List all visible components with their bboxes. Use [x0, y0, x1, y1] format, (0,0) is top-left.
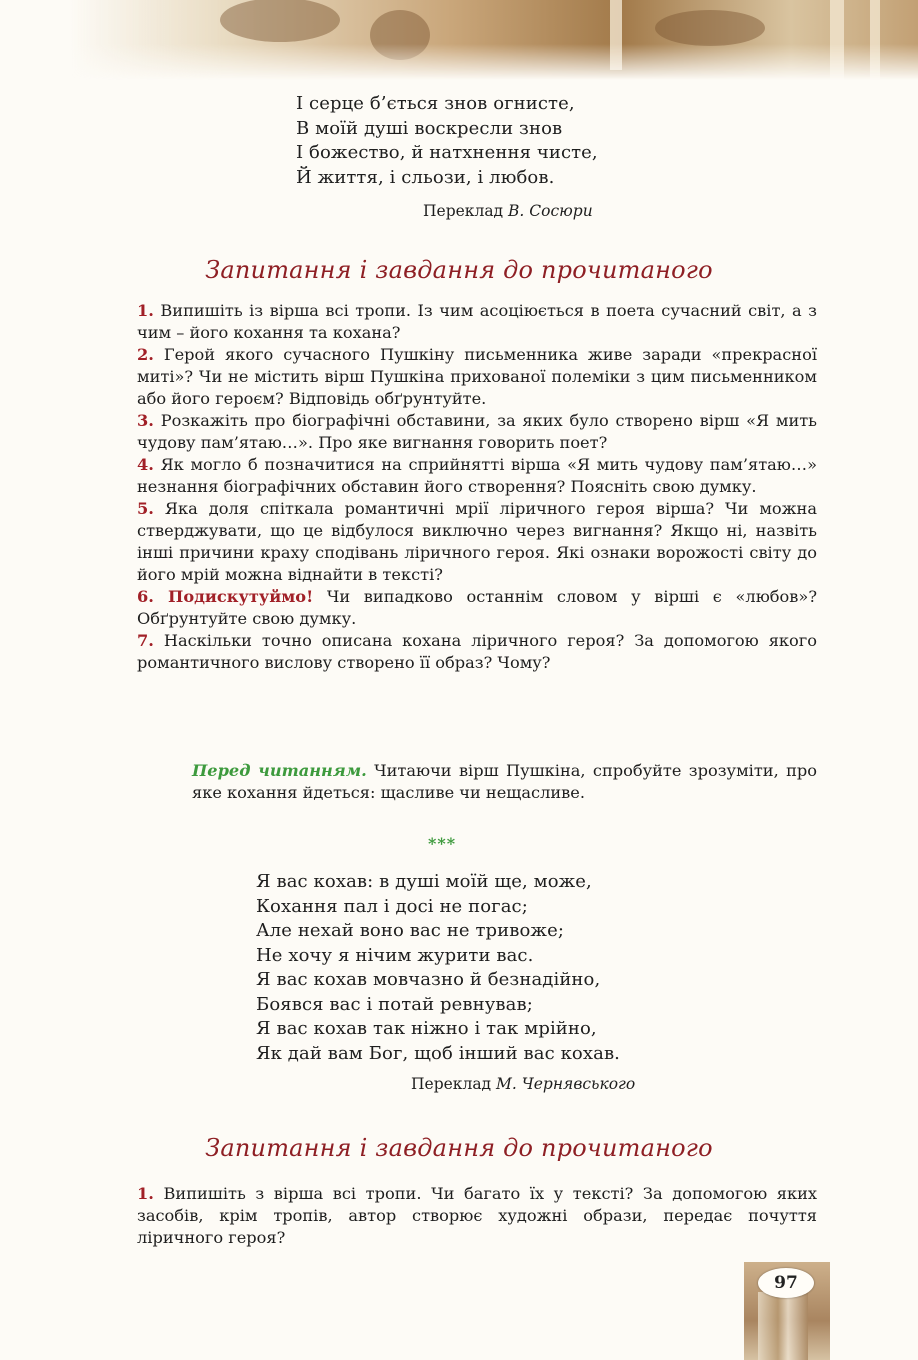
- page-number-tab: [744, 1262, 830, 1360]
- question-text: Як могло б позначитися на сприйнятті вірша «Я мить чудову пам’ятаю…» незнання біографічних обставин його створення? Поясніть свою думку.: [137, 455, 817, 496]
- before-reading-note: [192, 760, 817, 804]
- page-number: 97: [758, 1268, 814, 1298]
- question-number: 7.: [137, 631, 154, 650]
- question-text: Яка доля спіткала романтичні мрії ліричного героя вірша? Чи можна стверджувати, що це відбулося виключно через вигнання? Якщо ні, назвіть інші причини краху сподівань ліричного героя. Які ознаки ворожості світу до його мрій можна віднайти в тексті?: [137, 499, 817, 584]
- question-text: Розкажіть про біографічні обставини, за яких було створено вірш «Я мить чудову пам’ятаю…». Про яке вигнання говорить поет?: [137, 411, 817, 452]
- poem-line: Й життя, і сльози, і любов.: [296, 166, 555, 188]
- question-number: 1.: [137, 301, 154, 320]
- translator-name: В. Сосюри: [508, 202, 593, 220]
- translator-name: М. Чернявського: [496, 1075, 636, 1093]
- question-text: Герой якого сучасного Пушкіну письменника живе заради «прекрасної миті»? Чи не містить вірш Пушкіна прихованої полеміки з цим письменником або його героєм? Відповідь обґрунтуйте.: [137, 345, 817, 408]
- poem-line: Я вас кохав мовчазно й безнадійно,: [256, 969, 601, 990]
- questions-list-2: [137, 1183, 817, 1249]
- poem-line: І серце б’ється знов огнисте,: [296, 93, 575, 114]
- poem-line: Боявся вас і потай ревнував;: [256, 993, 533, 1015]
- poem-1: [296, 92, 598, 190]
- question-text: Випишіть із вірша всі тропи. Із чим асоціюється в поета сучасний світ, а з чим – його кохання та кохана?: [137, 301, 818, 342]
- poem-line: Не хочу я нічим журити вас.: [256, 944, 534, 966]
- poem-2: [256, 870, 620, 1066]
- before-reading-lead: Перед читанням.: [192, 761, 367, 780]
- question-number: 6. Подискутуймо!: [137, 587, 314, 606]
- question-item: [137, 300, 817, 344]
- header-decorative-image: [70, 0, 918, 80]
- section-heading: Запитання і завдання до прочитаного: [205, 256, 713, 284]
- translation-label: Переклад: [423, 202, 504, 220]
- question-text: Наскільки точно описана кохана ліричного героя? За допомогою якого романтичного вислову створено її образ? Чому?: [137, 631, 817, 672]
- before-reading-text: Читаючи вірш Пушкіна, спробуйте зрозуміти, про яке кохання йдеться: щасливе чи нещасливе.: [192, 761, 817, 802]
- question-number: 5.: [137, 499, 154, 518]
- question-item: [137, 586, 817, 630]
- column-ornament: [758, 1292, 808, 1360]
- questions-list-1: [137, 300, 817, 674]
- question-item: [137, 498, 817, 586]
- question-number: 1.: [137, 1184, 154, 1203]
- poem-line: Як дай вам Бог, щоб інший вас кохав.: [256, 1042, 620, 1064]
- question-number: 2.: [137, 345, 154, 364]
- question-number: 3.: [137, 411, 154, 430]
- question-item: [137, 630, 817, 674]
- poem-line: Але нехай воно вас не тривоже;: [256, 920, 564, 941]
- section-heading: Запитання і завдання до прочитаного: [205, 1134, 713, 1162]
- question-text: Випишіть з вірша всі тропи. Чи багато їх у тексті? За допомогою яких засобів, крім тропів, автор створює художні образи, передає почуття ліричного героя?: [137, 1184, 818, 1247]
- poem-line: Я вас кохав: в душі моїй ще, може,: [256, 871, 592, 892]
- question-text: Чи випадково останнім словом у вірші є «любов»? Обґрунтуйте свою думку.: [137, 587, 817, 628]
- question-item: [137, 344, 817, 410]
- translation-credit-2: [411, 1075, 635, 1093]
- poem-title-stars: ***: [428, 834, 457, 853]
- poem-line: Я вас кохав так ніжно і так мрійно,: [256, 1018, 597, 1039]
- translation-label: Переклад: [411, 1075, 492, 1093]
- question-number: 4.: [137, 455, 154, 474]
- poem-line: І божество, й натхнення чисте,: [296, 142, 598, 163]
- poem-line: В моїй душі воскресли знов: [296, 117, 563, 139]
- poem-line: Кохання пал і досі не погас;: [256, 895, 528, 917]
- question-item: [137, 454, 817, 498]
- question-item: [137, 1183, 817, 1249]
- question-item: [137, 410, 817, 454]
- translation-credit-1: [423, 202, 593, 220]
